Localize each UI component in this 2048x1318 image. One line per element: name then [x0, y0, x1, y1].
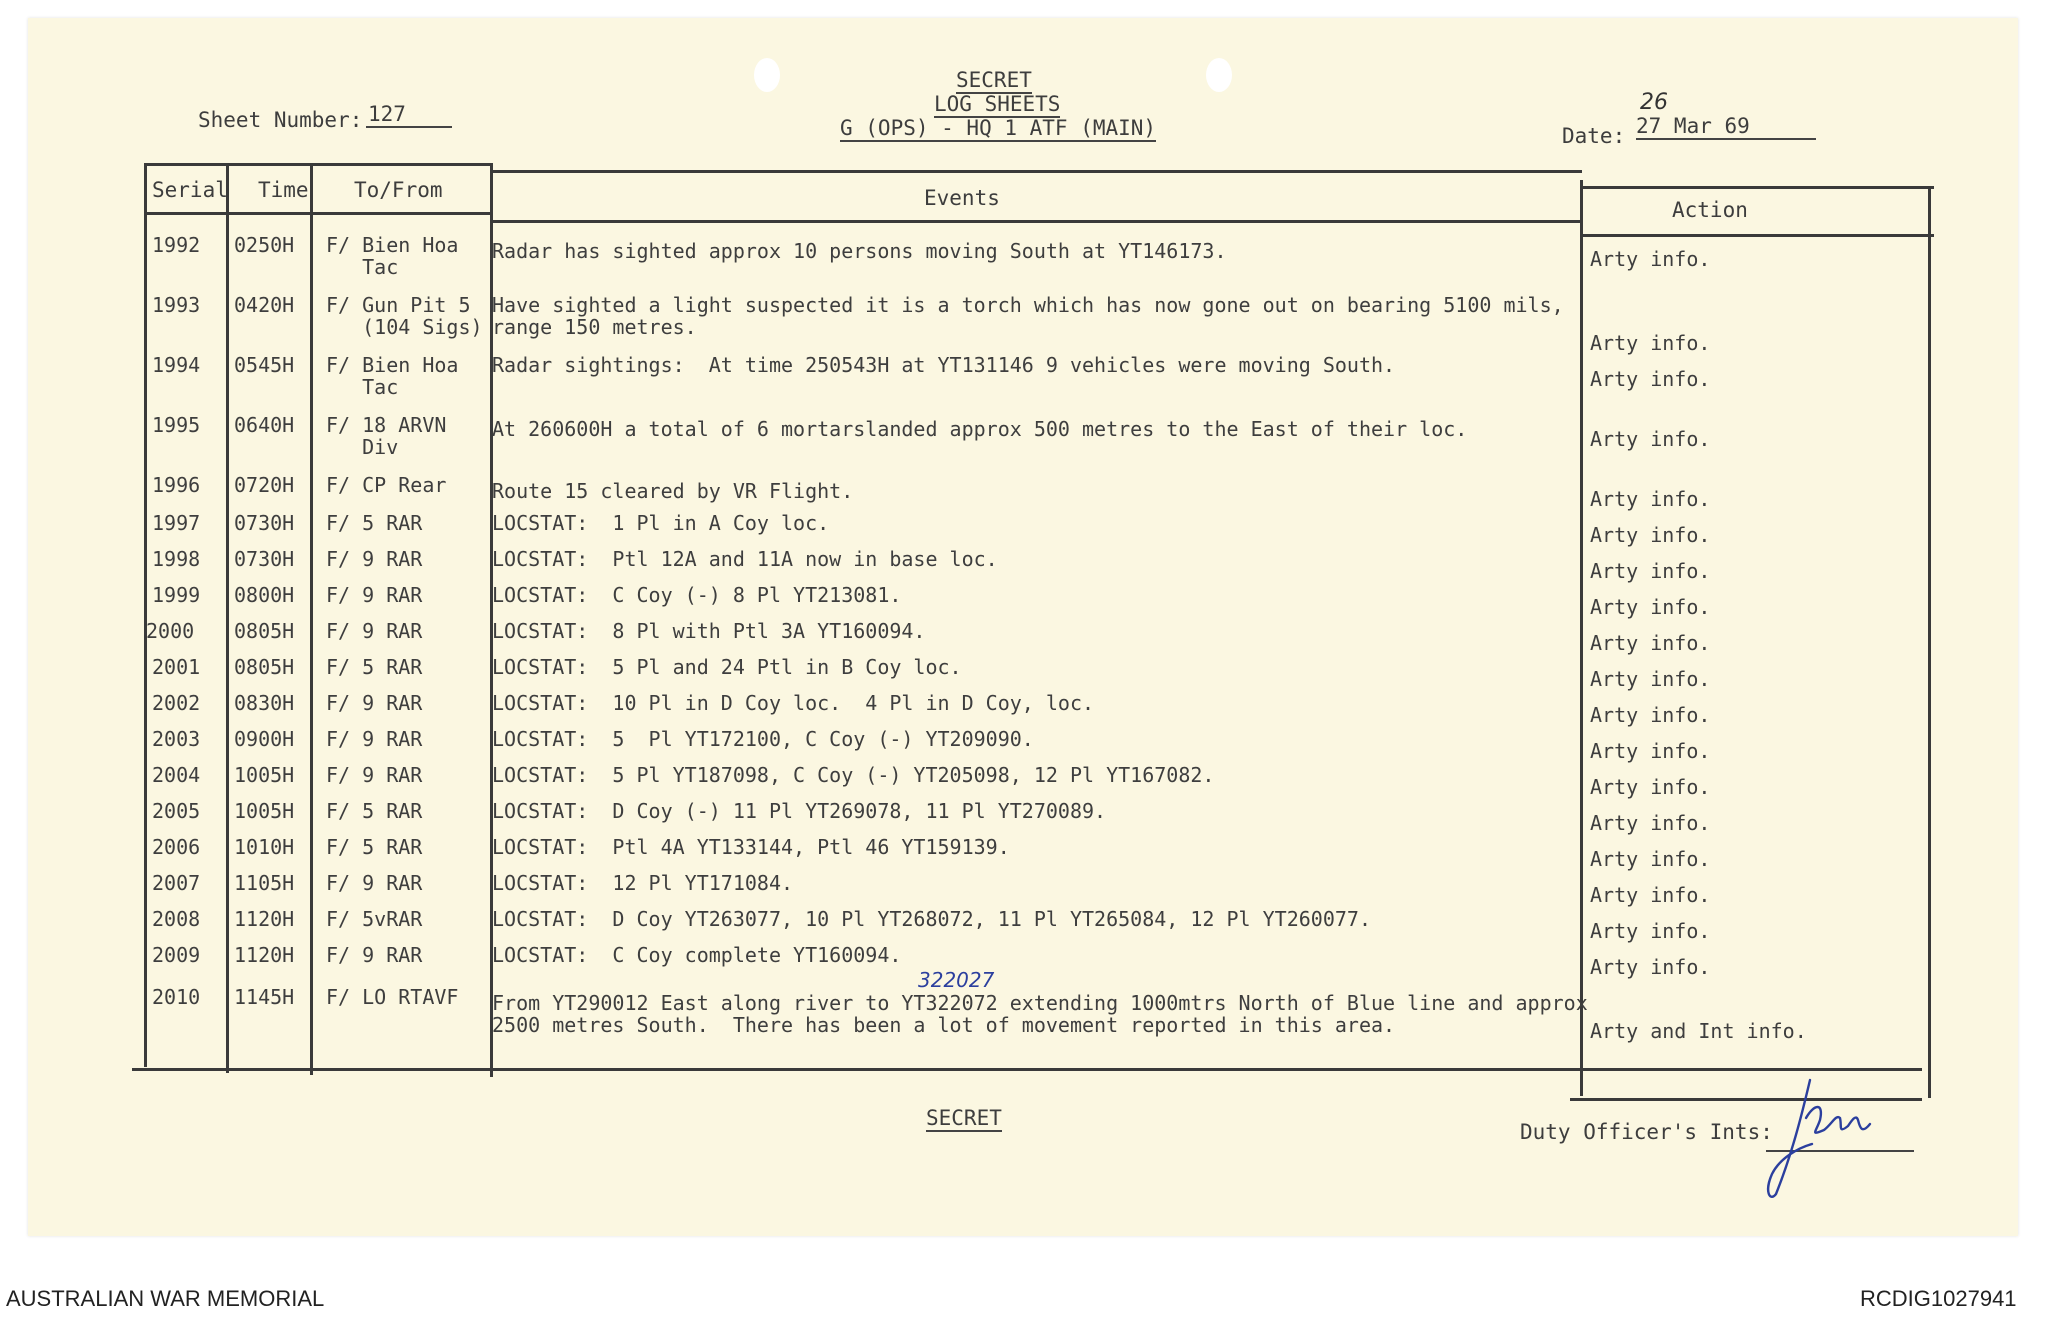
time-cell: 0830H: [234, 691, 295, 715]
action-cell: Arty info.: [1590, 919, 1711, 943]
table-row: [0, 800, 2048, 836]
column-header-to-from: To/From: [354, 178, 443, 202]
log-title: LOG SHEETS: [934, 92, 1061, 116]
event-cell: Have sighted a light suspected it is a torch which has now gone out on bearing 5100 mils, range 150 metres.: [492, 293, 1564, 339]
time-cell: 1010H: [234, 835, 295, 859]
time-cell: 0640H: [234, 413, 295, 437]
column-header-time: Time: [258, 178, 309, 202]
to-from-cell: F/ 9 RAR: [326, 583, 423, 607]
footer-record-id: RCDIG1027941: [1860, 1286, 2017, 1311]
serial-cell: 2004: [152, 763, 201, 787]
sheet-number-label: Sheet Number:: [198, 108, 363, 132]
event-cell: At 260600H a total of 6 mortarslanded approx 500 metres to the East of their loc.: [492, 417, 1468, 441]
serial-cell: 2009: [152, 943, 201, 967]
time-cell: 0730H: [234, 547, 295, 571]
to-from-cell: F/ 9 RAR: [326, 691, 423, 715]
table-row: [0, 293, 2048, 355]
serial-cell: 1993: [152, 293, 201, 317]
time-cell: 0545H: [234, 353, 295, 377]
action-cell: Arty info.: [1590, 703, 1711, 727]
event-cell: From YT290012 East along river to YT322072 extending 1000mtrs North of Blue line and approx 2500 metres South. There has been a lot of movement reported in this area.: [492, 991, 1588, 1037]
table-rule: [1582, 186, 1934, 189]
action-cell: Arty info.: [1590, 631, 1711, 655]
table-rule: [492, 170, 1582, 173]
to-from-cell: F/ Bien Hoa Tac: [326, 233, 459, 279]
serial-cell: 1992: [152, 233, 201, 257]
serial-cell: 2006: [152, 835, 201, 859]
time-cell: 0900H: [234, 727, 295, 751]
table-row: [0, 872, 2048, 908]
table-rule: [144, 212, 492, 215]
action-cell: Arty info.: [1590, 247, 1711, 271]
event-cell: LOCSTAT: Ptl 12A and 11A now in base loc.: [492, 547, 998, 571]
action-cell: Arty info.: [1590, 523, 1711, 547]
column-header-events: Events: [924, 186, 1000, 210]
column-header-serial: Serial: [152, 178, 228, 202]
date-value: 27 Mar 69: [1636, 114, 1816, 140]
event-cell: LOCSTAT: C Coy complete YT160094.: [492, 943, 902, 967]
duty-officer-label: Duty Officer's Ints:: [1520, 1120, 1773, 1144]
event-cell: LOCSTAT: D Coy (-) 11 Pl YT269078, 11 Pl YT270089.: [492, 799, 1107, 823]
action-cell: Arty info.: [1590, 427, 1711, 451]
event-cell: Radar sightings: At time 250543H at YT131146 9 vehicles were moving South.: [492, 353, 1396, 377]
time-cell: 0420H: [234, 293, 295, 317]
log-subtitle: G (OPS) - HQ 1 ATF (MAIN): [840, 116, 1157, 140]
action-cell: Arty info.: [1590, 883, 1711, 907]
serial-cell: 2007: [152, 871, 201, 895]
handwritten-correction: 322027: [918, 968, 995, 992]
table-row: [0, 413, 2048, 459]
column-header-action: Action: [1672, 198, 1748, 222]
table-row: [0, 474, 2048, 510]
serial-cell: 1998: [152, 547, 201, 571]
table-row: [0, 908, 2048, 944]
serial-cell: 2001: [152, 655, 201, 679]
serial-cell: 1999: [152, 583, 201, 607]
serial-cell: 1997: [152, 511, 201, 535]
time-cell: 0805H: [234, 619, 295, 643]
event-cell: LOCSTAT: C Coy (-) 8 Pl YT213081.: [492, 583, 902, 607]
event-cell: LOCSTAT: 5 Pl and 24 Ptl in B Coy loc.: [492, 655, 962, 679]
event-cell: LOCSTAT: 1 Pl in A Coy loc.: [492, 511, 830, 535]
serial-cell: 2002: [152, 691, 201, 715]
table-row: [0, 512, 2048, 548]
event-cell: LOCSTAT: 8 Pl with Ptl 3A YT160094.: [492, 619, 926, 643]
to-from-cell: F/ 5 RAR: [326, 655, 423, 679]
to-from-cell: F/ 9 RAR: [326, 727, 423, 751]
to-from-cell: F/ 5vRAR: [326, 907, 423, 931]
event-cell: LOCSTAT: 5 Pl YT172100, C Coy (-) YT209090.: [492, 727, 1034, 751]
serial-cell: 2010: [152, 985, 201, 1009]
time-cell: 1120H: [234, 943, 295, 967]
event-cell: Radar has sighted approx 10 persons moving South at YT146173.: [492, 239, 1227, 263]
to-from-cell: F/ 5 RAR: [326, 835, 423, 859]
date-correction: 26: [1640, 90, 1668, 115]
classification-bottom: SECRET: [926, 1106, 1002, 1130]
event-cell: LOCSTAT: D Coy YT263077, 10 Pl YT268072, 11 Pl YT265084, 12 Pl YT260077.: [492, 907, 1371, 931]
punch-hole: [1206, 58, 1232, 92]
time-cell: 0250H: [234, 233, 295, 257]
event-cell: LOCSTAT: 12 Pl YT171084.: [492, 871, 794, 895]
event-cell: Route 15 cleared by VR Flight.: [492, 479, 854, 503]
table-rule: [132, 1068, 1922, 1071]
action-cell: Arty info.: [1590, 331, 1711, 355]
time-cell: 1005H: [234, 763, 295, 787]
serial-cell: 1996: [152, 473, 201, 497]
to-from-cell: F/ CP Rear: [326, 473, 447, 497]
table-row: [0, 620, 2048, 656]
table-row: [0, 836, 2048, 872]
classification-top: SECRET: [956, 68, 1032, 92]
table-rule: [492, 220, 1582, 223]
serial-cell: 2003: [152, 727, 201, 751]
to-from-cell: F/ 5 RAR: [326, 511, 423, 535]
table-row: [0, 353, 2048, 399]
action-cell: Arty info.: [1590, 955, 1711, 979]
to-from-cell: F/ 18 ARVN Div: [326, 413, 447, 459]
to-from-cell: F/ Gun Pit 5 (104 Sigs): [326, 293, 483, 339]
table-row: [0, 656, 2048, 692]
serial-cell: 1994: [152, 353, 201, 377]
time-cell: 0730H: [234, 511, 295, 535]
event-cell: LOCSTAT: 5 Pl YT187098, C Coy (-) YT205098, 12 Pl YT167082.: [492, 763, 1215, 787]
to-from-cell: F/ 9 RAR: [326, 943, 423, 967]
to-from-cell: F/ 9 RAR: [326, 763, 423, 787]
serial-cell: 1995: [152, 413, 201, 437]
sheet-number: 127: [366, 102, 452, 128]
to-from-cell: F/ Bien Hoa Tac: [326, 353, 459, 399]
table-row: [0, 728, 2048, 764]
table-row: [0, 692, 2048, 728]
time-cell: 0800H: [234, 583, 295, 607]
to-from-cell: F/ 9 RAR: [326, 619, 423, 643]
action-cell: Arty info.: [1590, 775, 1711, 799]
serial-cell: 2005: [152, 799, 201, 823]
time-cell: 1105H: [234, 871, 295, 895]
time-cell: 0720H: [234, 473, 295, 497]
date-label: Date:: [1562, 124, 1626, 148]
serial-cell: 2008: [152, 907, 201, 931]
signature-icon: [1762, 1074, 1882, 1204]
table-row: [0, 944, 2048, 980]
table-row: [0, 985, 2048, 1043]
time-cell: 0805H: [234, 655, 295, 679]
to-from-cell: F/ LO RTAVF: [326, 985, 459, 1009]
to-from-cell: F/ 5 RAR: [326, 799, 423, 823]
footer-source: AUSTRALIAN WAR MEMORIAL: [6, 1286, 325, 1311]
table-row: [0, 584, 2048, 620]
action-cell: Arty info.: [1590, 847, 1711, 871]
to-from-cell: F/ 9 RAR: [326, 547, 423, 571]
action-cell: Arty info.: [1590, 367, 1711, 391]
event-cell: LOCSTAT: 10 Pl in D Coy loc. 4 Pl in D Coy, loc.: [492, 691, 1095, 715]
action-cell: Arty info.: [1590, 667, 1711, 691]
action-cell: Arty info.: [1590, 595, 1711, 619]
time-cell: 1120H: [234, 907, 295, 931]
time-cell: 1005H: [234, 799, 295, 823]
table-row: [0, 764, 2048, 800]
table-row: [0, 233, 2048, 279]
action-cell: Arty info.: [1590, 811, 1711, 835]
punch-hole: [754, 58, 780, 92]
time-cell: 1145H: [234, 985, 295, 1009]
event-cell: LOCSTAT: Ptl 4A YT133144, Ptl 46 YT159139.: [492, 835, 1010, 859]
table-row: [0, 548, 2048, 584]
action-cell: Arty info.: [1590, 739, 1711, 763]
action-cell: Arty info.: [1590, 559, 1711, 583]
to-from-cell: F/ 9 RAR: [326, 871, 423, 895]
action-cell: Arty info.: [1590, 487, 1711, 511]
action-cell: Arty and Int info.: [1590, 1019, 1807, 1043]
table-rule: [144, 163, 492, 166]
serial-cell: 2000: [146, 619, 195, 643]
